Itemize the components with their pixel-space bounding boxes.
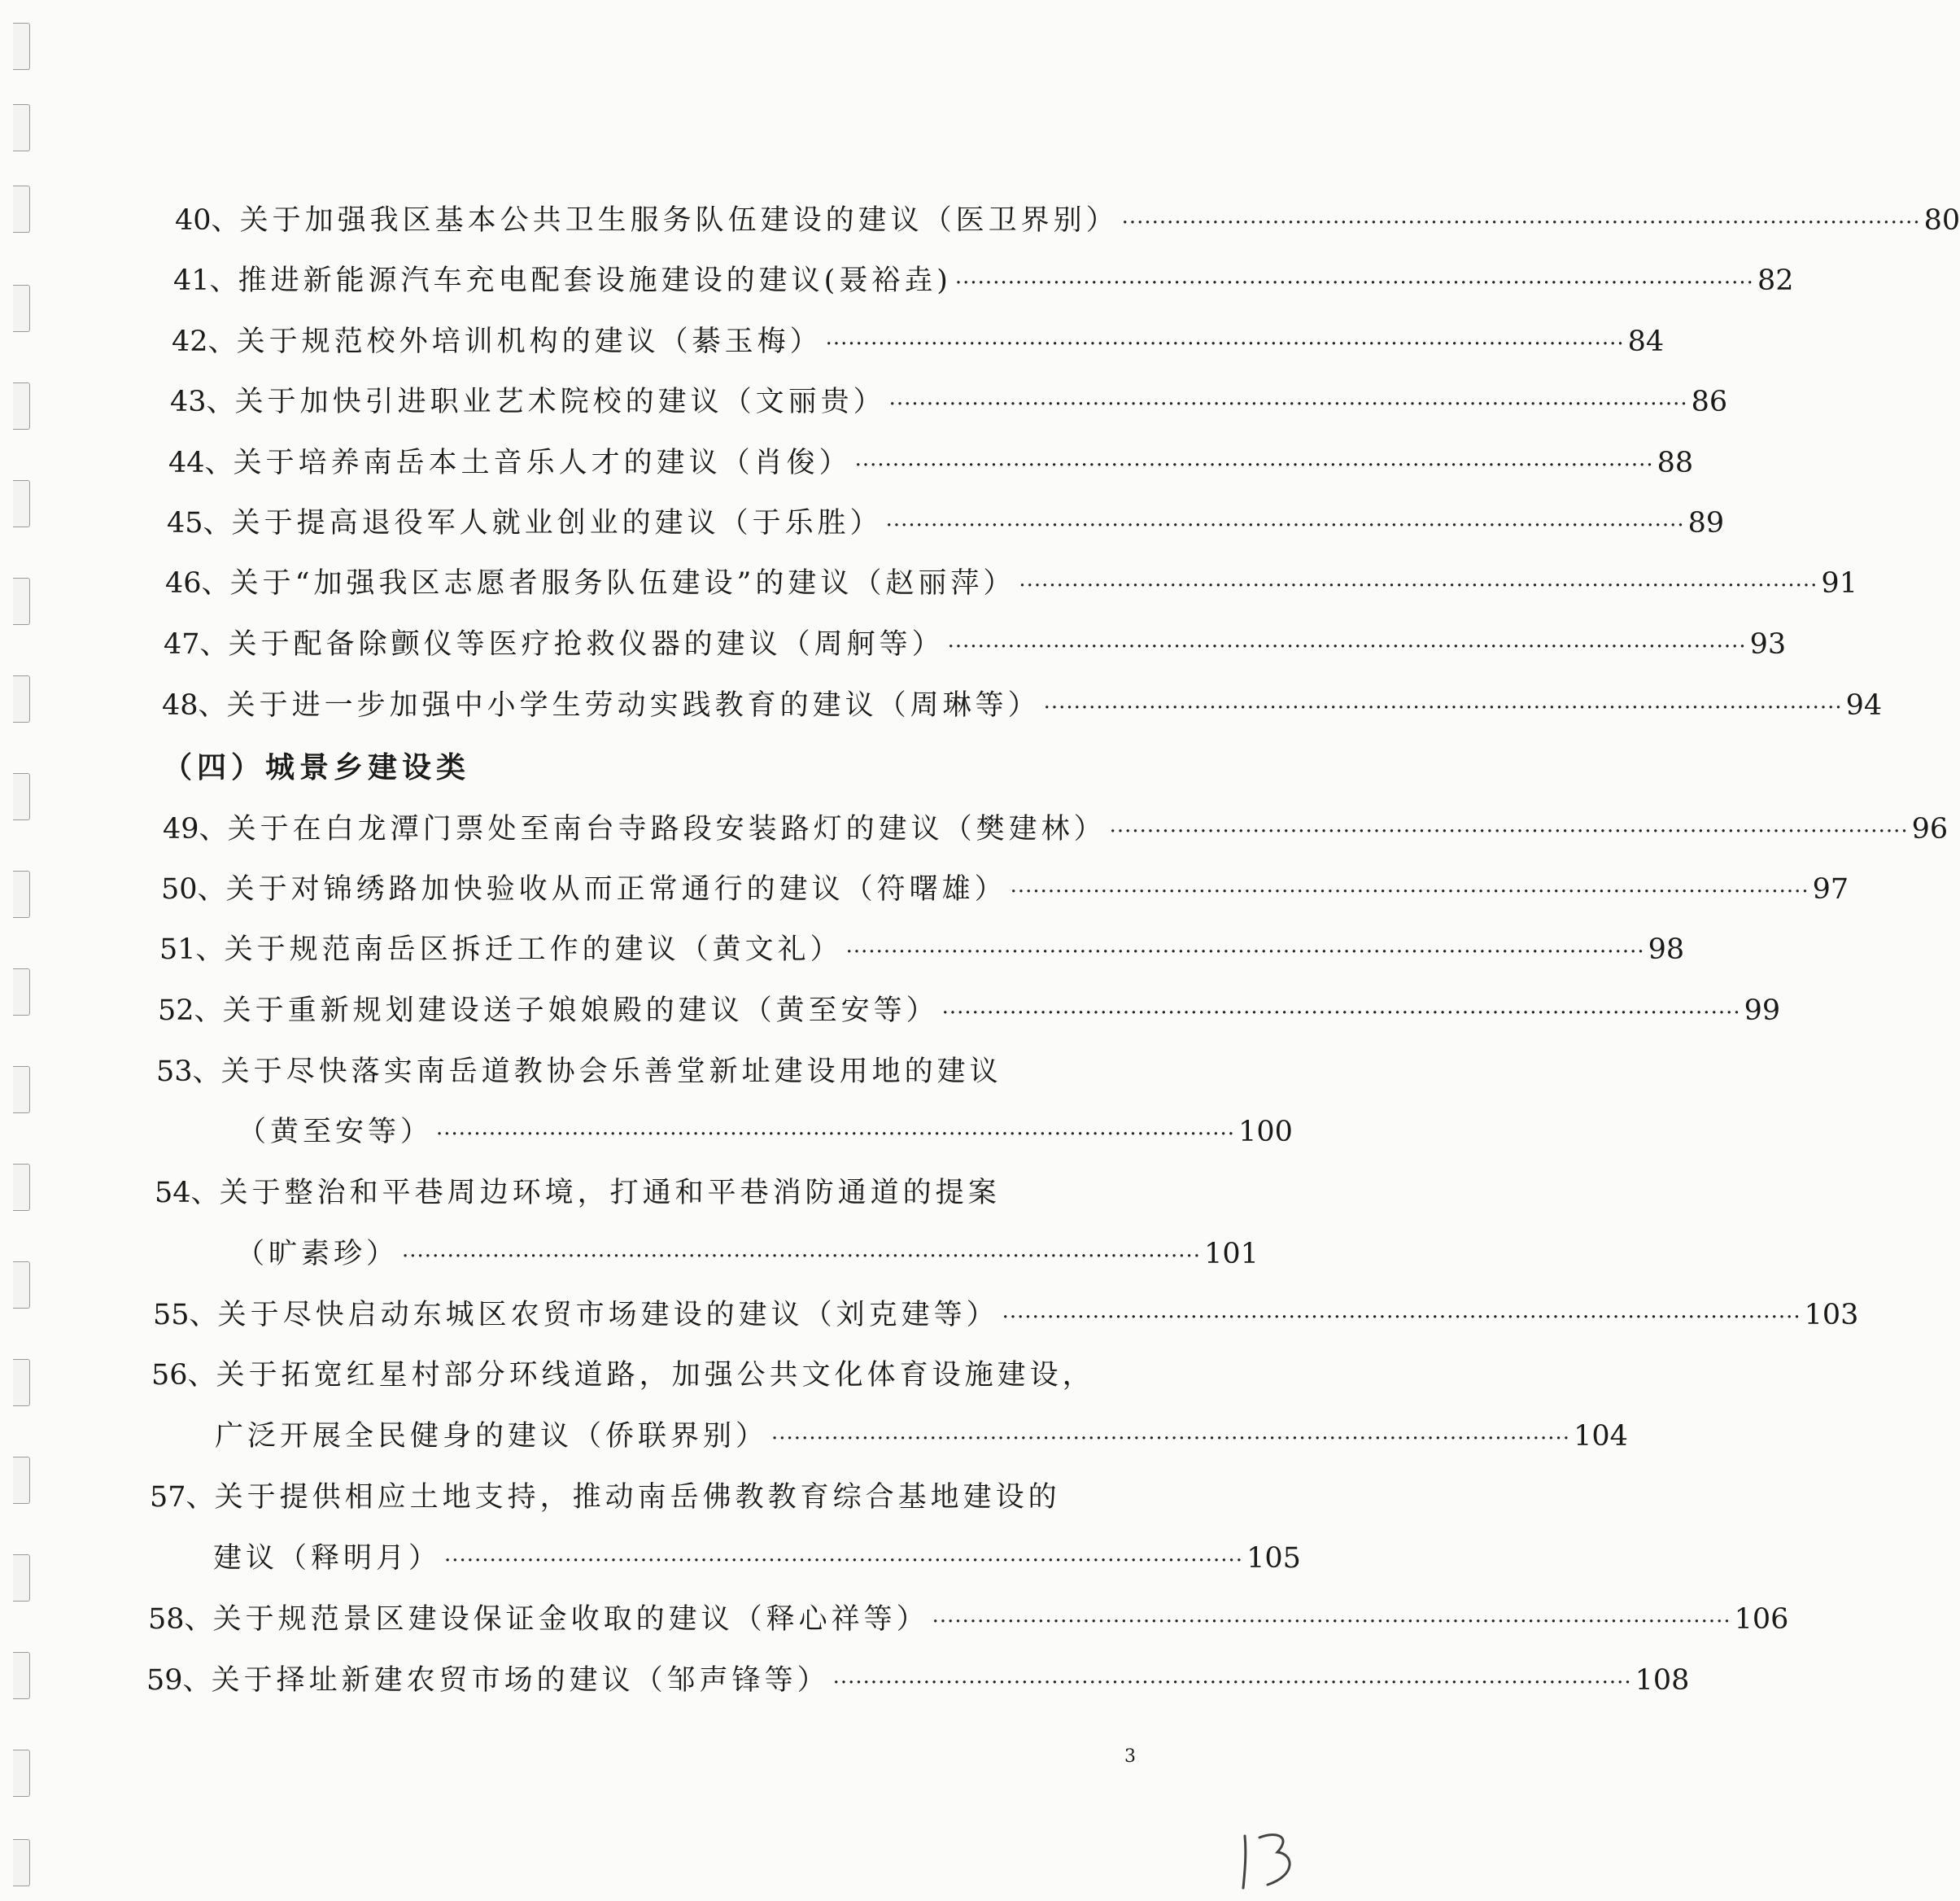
entry-number: 53	[156, 1055, 193, 1088]
entry-page: 86	[1691, 386, 1728, 418]
entry-number: 45	[167, 507, 203, 540]
entry-title: 关于重新规划建设送子娘娘殿的建议（黄至安等）	[222, 994, 939, 1027]
entry-separator: 、	[198, 689, 227, 722]
leader-dots: ··········································································································	[402, 1244, 1202, 1269]
entry-number: 49	[163, 813, 199, 846]
leader-dots: ··········································································································	[947, 635, 1747, 659]
leader-dots: ··········································································································	[954, 271, 1754, 295]
leader-dots: ··········································································································	[1019, 574, 1818, 598]
entry-separator: 、	[186, 1481, 215, 1514]
entry-title: 关于对锦绣路加快验收从而正常通行的建议（符曙雄）	[225, 873, 1007, 906]
page-number: 3	[1124, 1746, 1136, 1767]
entry-title: 关于提高退役军人就业创业的建议（于乐胜）	[231, 507, 883, 540]
entry-separator: 、	[204, 447, 234, 479]
leader-dots: ··········································································································	[825, 332, 1625, 356]
entry-title-continued: 广泛开展全民健身的建议（侨联界别）	[215, 1420, 769, 1453]
entry-separator: 、	[197, 873, 226, 906]
toc-entry[interactable]	[165, 565, 1857, 605]
entry-number: 59	[146, 1664, 183, 1697]
entry-separator: 、	[199, 813, 228, 846]
toc-entry[interactable]	[153, 1296, 1859, 1336]
entry-title: 关于加快引进职业艺术院校的建议（文丽贵）	[234, 386, 886, 418]
leader-dots: ··········································································································	[771, 1427, 1571, 1451]
toc-entry[interactable]	[148, 1601, 1789, 1641]
entry-separator: 、	[190, 1177, 220, 1209]
toc-entry[interactable]	[151, 1357, 1146, 1394]
toc-entry[interactable]	[172, 323, 1665, 363]
leader-dots: ··········································································································	[888, 392, 1688, 417]
toc-entry-continuation[interactable]	[213, 1540, 1301, 1580]
entry-title: 关于在白龙潭门票处至南台寺路段安装路灯的建议（樊建林）	[227, 813, 1107, 846]
entry-title: 关于尽快落实南岳道教协会乐善堂新址建设用地的建议	[220, 1055, 1002, 1088]
entry-number: 41	[173, 264, 210, 297]
entry-page: 88	[1657, 447, 1694, 479]
toc-entry[interactable]	[150, 1479, 1144, 1516]
entry-separator: 、	[194, 994, 223, 1027]
entry-separator: 、	[209, 264, 238, 297]
leader-dots: ··········································································································	[845, 940, 1645, 964]
entry-title: 推进新能源汽车充电配套设施建设的建议(聂裕垚)	[238, 264, 952, 297]
leader-dots: ··········································································································	[436, 1122, 1236, 1147]
entry-separator: 、	[207, 326, 237, 358]
entry-separator: 、	[203, 507, 232, 540]
leader-dots: ··········································································································	[1002, 1305, 1801, 1330]
entry-title: 关于进一步加强中小学生劳动实践教育的建议（周琳等）	[226, 689, 1041, 722]
entry-page: 84	[1627, 326, 1665, 358]
entry-separator: 、	[199, 628, 229, 661]
entry-number: 50	[161, 873, 198, 906]
leader-dots: ··········································································································	[1010, 880, 1809, 904]
entry-title: 关于规范南岳区拆迁工作的建议（黄文礼）	[224, 933, 843, 966]
entry-separator: 、	[211, 204, 240, 237]
entry-separator: 、	[201, 567, 230, 600]
entry-separator: 、	[189, 1299, 218, 1331]
entry-number: 58	[148, 1603, 185, 1636]
entry-page: 103	[1804, 1299, 1859, 1331]
entry-title-continued: （黄至安等）	[238, 1116, 434, 1148]
toc-entry-continuation[interactable]	[238, 1113, 1293, 1153]
entry-page: 104	[1574, 1420, 1628, 1453]
leader-dots: ··········································································································	[1043, 696, 1843, 720]
entry-page: 106	[1734, 1603, 1789, 1636]
leader-dots: ··········································································································	[1121, 211, 1921, 235]
entry-number: 46	[165, 567, 202, 600]
handwritten-mark	[1235, 1821, 1308, 1894]
entry-title: 关于“加强我区志愿者服务队伍建设”的建议（赵丽萍）	[229, 567, 1016, 600]
leader-dots: ··········································································································	[941, 1001, 1741, 1025]
entry-title: 关于配备除颤仪等医疗抢救仪器的建议（周舸等）	[228, 628, 945, 661]
section-heading: （四）城景乡建设类	[163, 751, 471, 784]
leader-dots: ··········································································································	[1109, 819, 1909, 844]
entry-page: 93	[1749, 628, 1787, 661]
toc-entry[interactable]	[155, 1174, 1149, 1212]
entry-number: 57	[150, 1481, 186, 1514]
toc-entry[interactable]	[158, 992, 1781, 1032]
entry-title: 关于加强我区基本公共卫生服务队伍建设的建议（医卫界别）	[239, 204, 1119, 237]
entry-page: 99	[1744, 994, 1781, 1027]
entry-separator: 、	[195, 933, 225, 966]
entry-page: 97	[1812, 873, 1849, 906]
entry-title-continued: （旷素珍）	[236, 1238, 399, 1270]
entry-number: 43	[170, 386, 207, 418]
entry-number: 51	[159, 933, 196, 966]
toc-entry[interactable]	[175, 202, 1960, 242]
toc-entry[interactable]	[156, 1053, 1149, 1090]
leader-dots: ··········································································································	[932, 1610, 1731, 1634]
toc-entry-continuation[interactable]	[215, 1418, 1628, 1457]
entry-separator: 、	[187, 1359, 216, 1392]
entry-page: 98	[1648, 933, 1685, 966]
toc-entry[interactable]	[170, 383, 1728, 423]
entry-number: 44	[168, 447, 205, 479]
leader-dots: ··········································································································	[885, 513, 1685, 538]
toc-entry[interactable]	[146, 1662, 1690, 1702]
entry-page: 100	[1238, 1116, 1293, 1148]
toc-entry[interactable]	[168, 444, 1694, 484]
toc-entry[interactable]	[161, 871, 1849, 911]
entry-title: 关于整治和平巷周边环境，打通和平巷消防通道的提案	[219, 1177, 1001, 1209]
entry-number: 48	[162, 689, 199, 722]
entry-page: 91	[1821, 567, 1857, 600]
entry-page: 105	[1246, 1542, 1301, 1575]
leader-dots: ··········································································································	[854, 453, 1654, 478]
toc-entry[interactable]	[164, 626, 1787, 666]
entry-page: 96	[1911, 813, 1949, 846]
entry-page: 94	[1845, 689, 1883, 722]
entry-title: 关于尽快启动东城区农贸市场建设的建议（刘克建等）	[217, 1299, 999, 1331]
entry-title: 关于提供相应土地支持，推动南岳佛教教育综合基地建设的	[214, 1481, 1061, 1514]
entry-number: 55	[153, 1299, 190, 1331]
entry-number: 52	[158, 994, 194, 1027]
toc-entry-continuation[interactable]	[236, 1235, 1259, 1275]
leader-dots: ··········································································································	[832, 1671, 1632, 1695]
toc-entry[interactable]	[167, 505, 1725, 544]
entry-page: 101	[1204, 1238, 1259, 1270]
entry-title-continued: 建议（释明月）	[213, 1542, 442, 1575]
entry-page: 82	[1757, 264, 1794, 297]
toc-entry[interactable]	[173, 262, 1794, 302]
entry-title: 关于拓宽红星村部分环线道路，加强公共文化体育设施建设，	[216, 1359, 1095, 1392]
entry-separator: 、	[184, 1603, 213, 1636]
entry-number: 56	[151, 1359, 188, 1392]
entry-number: 40	[175, 204, 212, 237]
toc-entry[interactable]	[162, 687, 1883, 727]
entry-separator: 、	[206, 386, 235, 418]
entry-number: 47	[164, 628, 200, 661]
entry-title: 关于择址新建农贸市场的建议（邹声锋等）	[211, 1664, 830, 1697]
entry-page: 80	[1923, 204, 1960, 237]
toc-entry[interactable]	[163, 811, 1949, 850]
entry-page: 108	[1635, 1664, 1690, 1697]
leader-dots: ··········································································································	[444, 1549, 1244, 1573]
entry-separator: 、	[182, 1664, 212, 1697]
entry-number: 54	[155, 1177, 191, 1209]
entry-number: 42	[172, 326, 208, 358]
entry-title: 关于规范景区建设保证金收取的建议（释心祥等）	[212, 1603, 929, 1636]
entry-title: 关于培养南岳本土音乐人才的建议（肖俊）	[233, 447, 852, 479]
entry-separator: 、	[192, 1055, 221, 1088]
entry-title: 关于规范校外培训机构的建议（綦玉梅）	[236, 326, 823, 358]
toc-entry[interactable]	[159, 931, 1685, 971]
entry-page: 89	[1687, 507, 1725, 540]
